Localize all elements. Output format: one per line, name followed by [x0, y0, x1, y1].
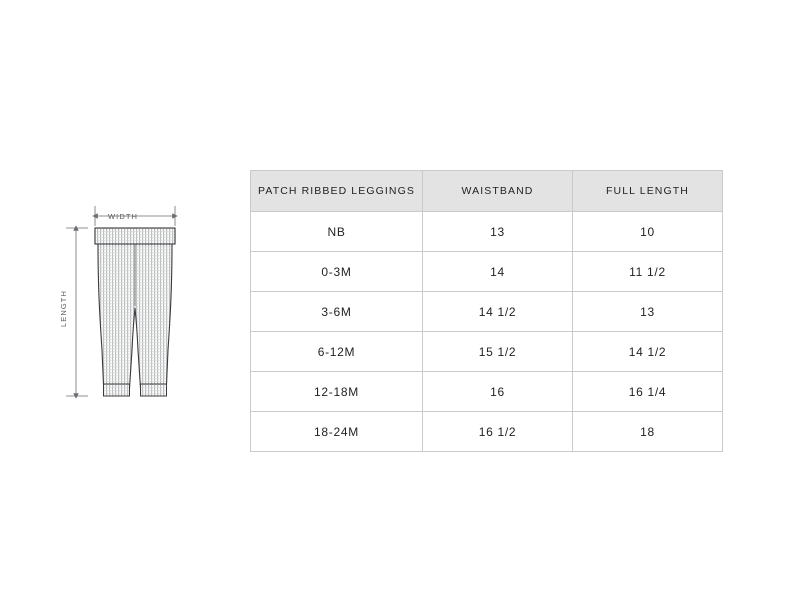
- leggings-shape: [95, 228, 175, 396]
- cell-full-length: 13: [573, 292, 723, 332]
- cell-full-length: 18: [573, 412, 723, 452]
- column-header-product: PATCH RIBBED LEGGINGS: [251, 171, 423, 212]
- cell-full-length: 11 1/2: [573, 252, 723, 292]
- length-measure-arrow: [66, 228, 88, 396]
- leggings-illustration: [58, 200, 223, 420]
- table-header-row: [251, 171, 723, 212]
- cell-waistband: 13: [423, 212, 573, 252]
- table-row: [251, 332, 723, 372]
- length-dimension-label: LENGTH: [59, 289, 69, 328]
- cell-waistband: 16: [423, 372, 573, 412]
- table-row: [251, 292, 723, 332]
- cell-size: NB: [251, 212, 423, 252]
- table-row: [251, 212, 723, 252]
- cell-full-length: 16 1/4: [573, 372, 723, 412]
- width-dimension-label: WIDTH: [108, 212, 139, 221]
- cell-size: 3-6M: [251, 292, 423, 332]
- cell-waistband: 14: [423, 252, 573, 292]
- cell-size: 12-18M: [251, 372, 423, 412]
- cell-waistband: 15 1/2: [423, 332, 573, 372]
- cell-full-length: 10: [573, 212, 723, 252]
- table-row: [251, 372, 723, 412]
- table-row: [251, 412, 723, 452]
- column-header-waistband: WAISTBAND: [423, 171, 573, 212]
- garment-diagram: [58, 200, 223, 420]
- table-row: [251, 252, 723, 292]
- cell-size: 6-12M: [251, 332, 423, 372]
- cell-size: 0-3M: [251, 252, 423, 292]
- column-header-full-length: FULL LENGTH: [573, 171, 723, 212]
- cell-full-length: 14 1/2: [573, 332, 723, 372]
- cell-waistband: 16 1/2: [423, 412, 573, 452]
- cell-size: 18-24M: [251, 412, 423, 452]
- cell-waistband: 14 1/2: [423, 292, 573, 332]
- size-chart-table: [250, 170, 723, 452]
